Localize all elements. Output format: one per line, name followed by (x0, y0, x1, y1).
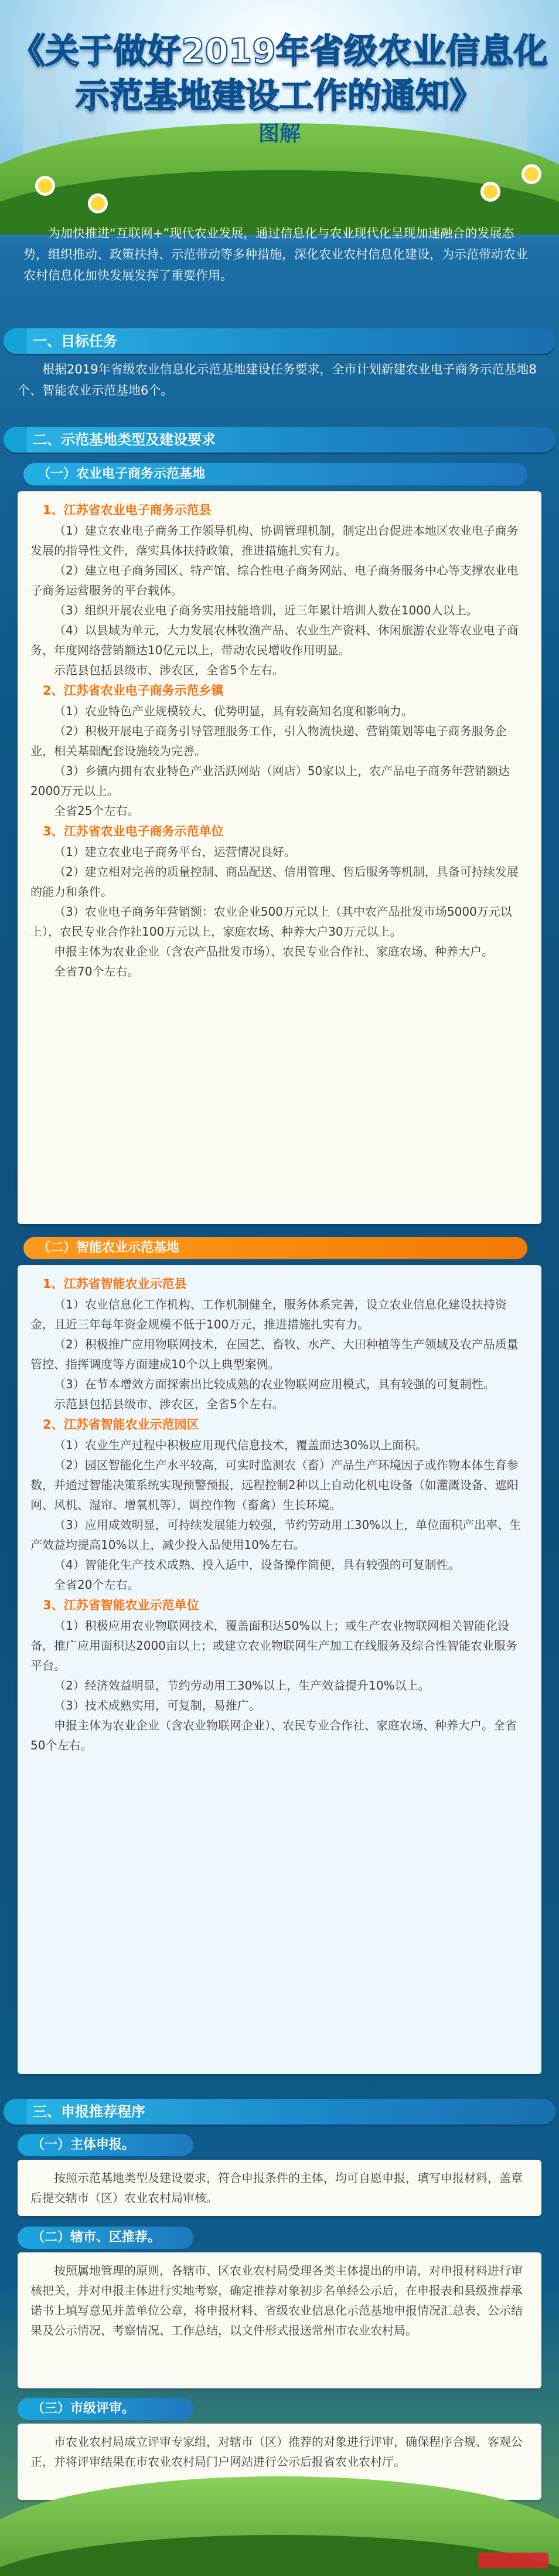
list-item: （3）组织开展农业电子商务实用技能培训，近三年累计培训人数在1000人以上。 (54, 603, 478, 617)
list-item: （4）智能化生产技术成熟、投入适中，设备操作简便，具有较强的可复制性。 (54, 1558, 460, 1572)
list-item: 全省25个左右。 (54, 804, 139, 818)
list-item: 示范县包括县级市、涉农区，全省5个左右。 (54, 663, 284, 677)
procedure-step-3-text: 市农业农村局成立评审专家组，对辖市（区）推荐的对象进行评审，确保程序合规、客观公正，并将评审结果在市农业农村局门户网站进行公示后报省农业农村厅。 (30, 2435, 523, 2469)
ecommerce-town-title: 2、江苏省农业电子商务示范乡镇 (43, 684, 224, 698)
page-title-line-2: 示范基地建设工作的通知》 (75, 76, 483, 115)
list-item: 示范县包括县级市、涉农区，全省5个左右。 (54, 1397, 284, 1411)
procedure-step-2-heading: （二）辖市、区推荐。 (18, 2227, 193, 2249)
list-item: （2）建立相对完善的质量控制、商品配送、信用管理、售后服务等机制，具备可持续发展的能力和条件。 (30, 865, 519, 899)
list-item: （1）建立农业电子商务工作领导机构、协调管理机制，制定出台促进本地区农业电子商务发展的指导性文件，落实具体扶持政策，推进措施扎实有力。 (30, 524, 519, 558)
list-item: （1）农业信息化工作机构、工作机制健全，服务体系完善，设立农业信息化建设扶持资金，且近三年每年资金规模不低于100万元，推进措施扎实有力。 (30, 1297, 507, 1331)
list-item: 申报主体为农业企业（含农产品批发市场）、农民专业合作社、家庭农场、种养大户。 (54, 944, 493, 959)
smart-agri-panel (18, 1265, 541, 2074)
list-item: （2）园区智能化生产水平较高，可实时监测农（畜）产品生产环境因子或作物本体生育参数，并通过智能决策系统实现预警预报，远程控制2种以上自动化机电设备（如灌溉设备、遮阳网、风机、湿帘、增氧机等），调控作物（畜禽）生长环境。 (30, 1458, 519, 1512)
flower-icon (35, 176, 55, 196)
section-heading-types: 二、示范基地类型及建设要求 (4, 427, 555, 453)
list-item: （4）以县域为单元，大力发展农林牧渔产品、农业生产资料、休闲旅游农业等农业电子商务，年度网络营销额达10亿元以上，带动农民增收作用明显。 (30, 623, 519, 657)
procedure-step-3-heading: （三）市级评审。 (18, 2398, 193, 2420)
list-item: （2）建立电子商务园区、特产馆、综合性电子商务网站、电子商务服务中心等支撑农业电子商务运营服务的平台载体。 (30, 563, 519, 597)
smart-unit-title: 3、江苏省智能农业示范单位 (43, 1598, 199, 1612)
list-item: （3）应用成效明显，可持续发展能力较强，节约劳动用工30%以上，单位面积产出率、生产效益均提高10%以上，减少投入品使用10%左右。 (30, 1518, 521, 1552)
footer-field-art (0, 2435, 559, 2576)
ecommerce-county-title: 1、江苏省农业电子商务示范县 (43, 503, 212, 517)
list-item: 申报主体为农业企业（含农业物联网企业）、农民专业合作社、家庭农场、种养大户。全省50个左右。 (30, 1718, 517, 1752)
flower-icon (88, 193, 108, 213)
section-heading-procedure: 三、申报推荐程序 (4, 2099, 555, 2125)
ecommerce-panel (18, 491, 541, 1224)
section-heading-goals: 一、目标任务 (4, 328, 555, 354)
list-item: （1）积极应用农业物联网技术，覆盖面积达50%以上；或生产农业物联网相关智能化设备，推广应用面积达2000亩以上；或建立农业物联网生产加工在线服务及综合性智能农业服务平台。 (30, 1619, 517, 1673)
smart-park-title: 2、江苏省智能农业示范园区 (43, 1418, 199, 1432)
list-item: （1）建立农业电子商务平台，运营情况良好。 (54, 845, 296, 859)
list-item: （1）农业特色产业规模较大、优势明显，具有较高知名度和影响力。 (54, 704, 413, 718)
procedure-step-1-heading: （一）主体申报。 (18, 2134, 193, 2156)
procedure-step-1-panel (18, 2160, 541, 2216)
flower-icon (521, 164, 541, 184)
procedure-step-1-text: 按照示范基地类型及建设要求，符合申报条件的主体，均可自愿申报，填写申报材料，盖章后提交辖市（区）农业农村局审核。 (30, 2171, 523, 2205)
list-item: 全省70个左右。 (54, 964, 139, 978)
list-item: （1）农业生产过程中积极应用现代信息技术，覆盖面达30%以上面积。 (54, 1438, 428, 1452)
list-item: （3）乡镇内拥有农业特色产业活跃网站（网店）50家以上，农产品电子商务年营销额达2000万元以上。 (30, 764, 510, 798)
flower-icon (480, 182, 500, 202)
smart-county-title: 1、江苏省智能农业示范县 (43, 1277, 187, 1291)
goals-text: 根据2019年省级农业信息化示范基地建设任务要求，全市计划新建农业电子商务示范基地8个、智能农业示范基地6个。 (18, 362, 537, 397)
list-item: 全省20个左右。 (54, 1578, 139, 1592)
page-subtitle: 图解 (258, 122, 301, 146)
page-title-line-1: 《关于做好2019年省级农业信息化 (11, 31, 548, 71)
watermark-logo (478, 2553, 548, 2568)
list-item: （3）在节本增效方面探索出比较成熟的农业物联网应用模式，具有较强的可复制性。 (54, 1377, 495, 1391)
intro-paragraph: 为加快推进“互联网+”现代农业发展，通过信息化与农业现代化呈现加速融合的发展态势，组织推动、政策扶持、示范带动等多种措施，深化农业农村信息化建设，为示范带动农业农村信息化加快发展发挥了重要作用。 (23, 226, 528, 283)
list-item: （3）技术成熟实用，可复制，易推广。 (54, 1698, 261, 1712)
header-banner (0, 0, 559, 235)
list-item: （2）积极推广应用物联网技术，在园艺、畜牧、水产、大田种植等生产领域及农产品质量管控、指挥调度等方面建成10个以上典型案例。 (30, 1337, 519, 1371)
procedure-step-2-panel (18, 2252, 541, 2388)
list-item: （3）农业电子商务年营销额：农业企业500万元以上（其中农产品批发市场5000万元以上），农民专业合作社100万元以上，家庭农场、种养大户30万元以上。 (30, 905, 512, 939)
list-item: （2）经济效益明显，节约劳动用工30%以上，生产效益提升10%以上。 (54, 1678, 430, 1693)
procedure-step-2-text: 按照属地管理的原则，各辖市、区农业农村局受理各类主体提出的申请，对申报材料进行审核把关，并对申报主体进行实地考察，确定推荐对象初步名单经公示后，在申报表和县级推荐承诺书上填写意见并盖单位公章，将申报材料、省级农业信息化示范基地申报情况汇总表、公示结果及公示情况、考察情况、工作总结，以文件形式报送常州市农业农村局。 (30, 2264, 523, 2337)
list-item: （2）积极开展电子商务引导管理服务工作，引入物流快递、营销策划等电子商务服务企业，相关基础配套设施较为完善。 (30, 724, 507, 758)
ecommerce-unit-title: 3、江苏省农业电子商务示范单位 (43, 824, 224, 838)
subsection-heading-ecommerce: （一）农业电子商务示范基地 (23, 463, 527, 485)
subsection-heading-smart: （二）智能农业示范基地 (23, 1237, 527, 1259)
